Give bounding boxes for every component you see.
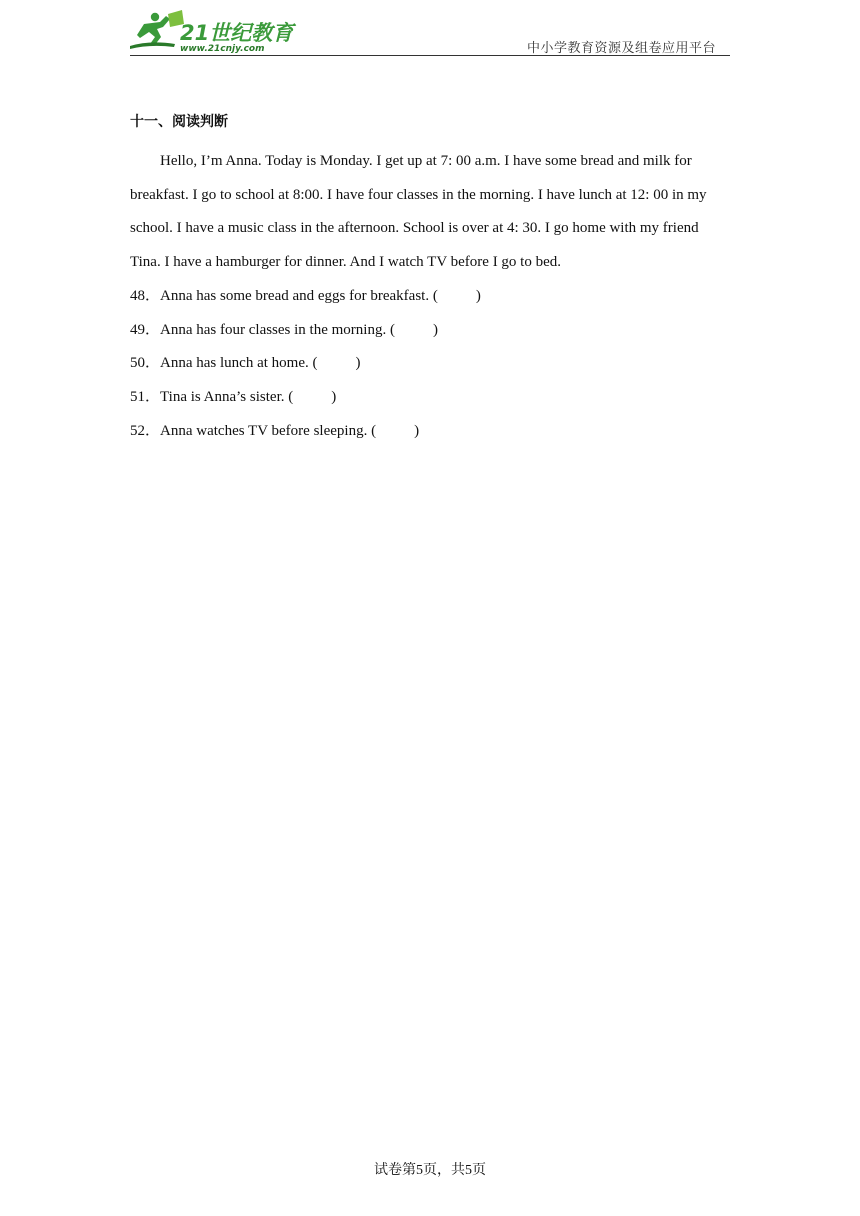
question-text: Anna has lunch at home. ( (160, 355, 318, 372)
section-title: 十一、阅读判断 (130, 114, 228, 130)
question-item (130, 381, 720, 415)
21cnjy-logo (130, 8, 300, 54)
question-number: 49． (130, 321, 161, 338)
question-list (130, 280, 720, 449)
question-close-paren: ) (331, 388, 337, 405)
site-tagline: 中小学教育资源及组卷应用平台 (526, 41, 716, 56)
question-number: 51． (130, 388, 161, 405)
logo-url: www.21cnjy.com (180, 44, 265, 54)
reading-passage: Hello, I’m Anna. Today is Monday. I get up at 7: 00 a.m. I have some bread and milk for breakfast. I go to school at 8:00. I have four classes in the morning. I have lunch at 12: 00 in my school. I have a music class in the afternoon. School is over at 4: 30. I go home with my friend Tina. I have a hamburger for dinner. And I watch TV before I go to bed. (130, 153, 707, 271)
logo-wordmark: 21世纪教育 (180, 21, 294, 45)
runner-icon (130, 10, 184, 49)
question-number: 50． (130, 355, 161, 372)
question-text: Anna has four classes in the morning. ( (160, 321, 395, 338)
question-item (130, 314, 720, 348)
question-number: 52． (130, 422, 161, 439)
question-text: Tina is Anna’s sister. ( (160, 388, 294, 405)
page-header (130, 8, 730, 56)
question-close-paren: ) (355, 355, 361, 372)
question-close-paren: ) (414, 422, 420, 439)
page-footer: 试卷第5页，共5页 (374, 1163, 486, 1178)
question-item (130, 347, 720, 381)
question-text: Anna has some bread and eggs for breakfast. ( (160, 287, 438, 304)
question-number: 48． (130, 287, 161, 304)
question-close-paren: ) (475, 287, 481, 304)
question-item (130, 280, 720, 314)
question-text: Anna watches TV before sleeping. ( (160, 422, 377, 439)
reading-section (130, 112, 720, 448)
question-item (130, 415, 720, 449)
question-close-paren: ) (432, 321, 438, 338)
